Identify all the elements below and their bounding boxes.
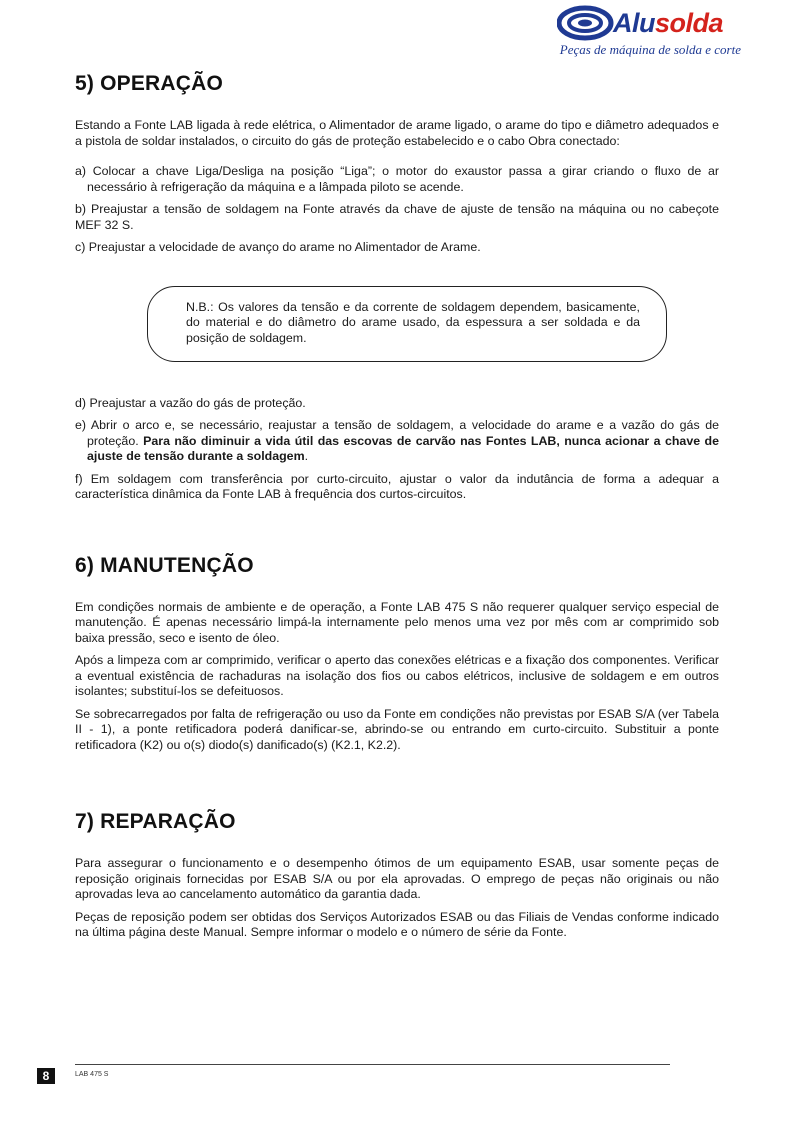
operacao-item-a: a) Colocar a chave Liga/Desliga na posição “Liga”; o motor do exaustor passa a girar criando o fluxo de ar necessário à refrigeração da máquina e a lâmpada piloto se acende.	[75, 164, 719, 194]
logo-swoosh-icon	[557, 4, 617, 44]
page-content	[75, 72, 719, 948]
item-e-text: e) Abrir o arco e, se necessário, reajustar a tensão de soldagem, a velocidade do arame e a vazão do gás de proteção.	[75, 418, 719, 448]
reparacao-p1: Para assegurar o funcionamento e o desempenho ótimos de um equipamento ESAB, usar somente peças de reposição originais fornecidas por ESAB S/A ou por ela aprovadas. O emprego de peças não originais ou não aprovadas leva ao cancelamento automático da garantia dada.	[75, 856, 719, 901]
operacao-item-b: b) Preajustar a tensão de soldagem na Fonte através da chave de ajuste de tensão na máquina ou no cabeçote MEF 32 S.	[75, 202, 719, 232]
operacao-item-e	[75, 418, 719, 465]
brand-name-part1: Alu	[613, 8, 655, 38]
item-e-end: .	[304, 449, 309, 463]
operacao-item-d: d) Preajustar a vazão do gás de proteção.	[75, 395, 306, 410]
brand-name-part2: solda	[655, 8, 724, 38]
reparacao-p2: Peças de reposição podem ser obtidas dos Serviços Autorizados ESAB ou das Filiais de Vendas conforme indicado na última página deste Manual. Sempre informar o modelo e o número de série da Fonte.	[75, 909, 719, 939]
footer-model: LAB 475 S	[75, 1071, 109, 1078]
brand-name	[613, 6, 723, 40]
page-number: 8	[37, 1068, 55, 1084]
manutencao-p3: Se sobrecarregados por falta de refrigeração ou uso da Fonte em condições não previstas por ESAB S/A (ver Tabela II - 1), a ponte retificadora poderá danificar-se, abrindo-se ou entrando em curto-circuito. Substituir a ponte retificadora (K2) ou o(s) diodo(s) danificado(s) (K2.1, K2.2).	[75, 706, 719, 752]
manutencao-p2: Após a limpeza com ar comprimido, verificar o aperto das conexões elétricas e a fixação dos componentes. Verificar a eventual existência de rachaduras na isolação dos fios ou cabos elétricos, inclusive de soldagem e em outros isolantes; substituí-los se defeituosos.	[75, 653, 719, 698]
nb-note-text: N.B.: Os valores da tensão e da corrente de soldagem dependem, basicamente, do material e do diâmetro do arame usado, da espessura a ser soldada e da posição de soldagem.	[186, 299, 640, 345]
section-title-reparacao: 7) REPARAÇÃO	[75, 810, 236, 833]
section-title-operacao: 5) OPERAÇÃO	[75, 72, 224, 95]
operacao-item-c: c) Preajustar a velocidade de avanço do arame no Alimentador de Arame.	[75, 240, 481, 254]
brand-tagline: Peças de máquina de solda e corte	[559, 42, 741, 57]
manutencao-p1: Em condições normais de ambiente e de operação, a Fonte LAB 475 S não requerer qualquer serviço especial de manutenção. É apenas necessário limpá-la internamente pelo menos uma vez por mês com ar comprimido sob baixa pressão, seco e isento de óleo.	[75, 599, 719, 645]
operacao-item-f: f) Em soldagem com transferência por curto-circuito, ajustar o valor da indutância de forma a adequar a característica dinâmica da Fonte LAB à frequência dos curtos-circuitos.	[75, 471, 719, 501]
footer-divider	[75, 1064, 670, 1065]
nb-note-box	[147, 286, 667, 362]
item-e-warning: Para não diminuir a vida útil das escovas de carvão nas Fontes LAB, nunca acionar a chave de ajuste de tensão durante a soldagem	[87, 433, 719, 463]
operacao-intro: Estando a Fonte LAB ligada à rede elétrica, o Alimentador de arame ligado, o arame do tipo e diâmetro adequados e a pistola de soldar instalados, o circuito do gás de proteção estabelecido e o cabo Obra conectado:	[75, 118, 719, 148]
brand-logo	[557, 4, 741, 62]
section-title-manutencao: 6) MANUTENÇÃO	[75, 553, 254, 577]
